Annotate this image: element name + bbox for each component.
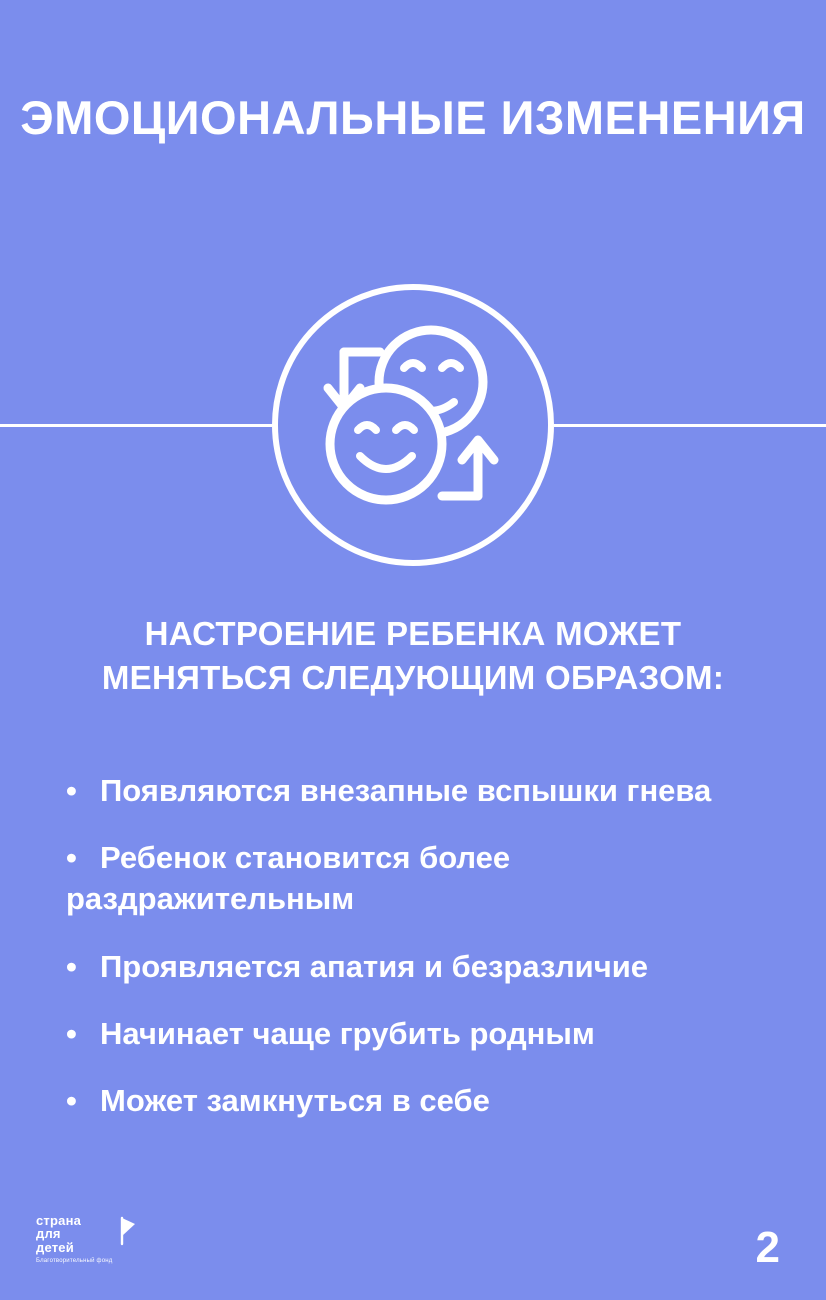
bullet-icon: • bbox=[66, 1015, 77, 1051]
list-item-label: Появляются внезапные вспышки гнева bbox=[100, 773, 712, 808]
logo-text bbox=[36, 1214, 112, 1264]
bullet-icon: • bbox=[66, 948, 77, 984]
logo-line-2: для bbox=[36, 1226, 61, 1242]
flag-icon bbox=[118, 1216, 138, 1251]
section-subtitle: НАСТРОЕНИЕ РЕБЕНКА МОЖЕТ МЕНЯТЬСЯ СЛЕДУЮЩИМ ОБРАЗОМ: bbox=[101, 615, 725, 697]
emotion-change-icon bbox=[272, 284, 554, 566]
list-item bbox=[66, 1080, 766, 1121]
list-item-label: Ребенок становится более раздражительным bbox=[66, 840, 511, 917]
bullet-icon: • bbox=[66, 840, 77, 876]
logo-line-3: детей bbox=[36, 1239, 74, 1255]
symptom-list bbox=[66, 770, 766, 1147]
logo-line-1: страна bbox=[36, 1213, 82, 1229]
logo-tagline: Благотворительный фонд bbox=[36, 1257, 113, 1264]
divider-left bbox=[0, 424, 272, 427]
list-item-label: Начинает чаще грубить родным bbox=[100, 1015, 595, 1051]
foundation-logo bbox=[36, 1214, 138, 1264]
list-item bbox=[66, 837, 766, 919]
page-title: ЭМОЦИОНАЛЬНЫЕ ИЗМЕНЕНИЯ bbox=[20, 91, 806, 144]
bullet-icon: • bbox=[66, 1083, 77, 1119]
list-item bbox=[66, 1013, 766, 1054]
divider-right bbox=[554, 424, 826, 427]
list-item-label: Проявляется апатия и безразличие bbox=[100, 948, 649, 984]
bullet-icon: • bbox=[66, 773, 77, 808]
list-item bbox=[66, 770, 766, 811]
page-number: 2 bbox=[755, 1223, 780, 1272]
list-item-label: Может замкнуться в себе bbox=[100, 1083, 490, 1119]
list-item bbox=[66, 946, 766, 987]
